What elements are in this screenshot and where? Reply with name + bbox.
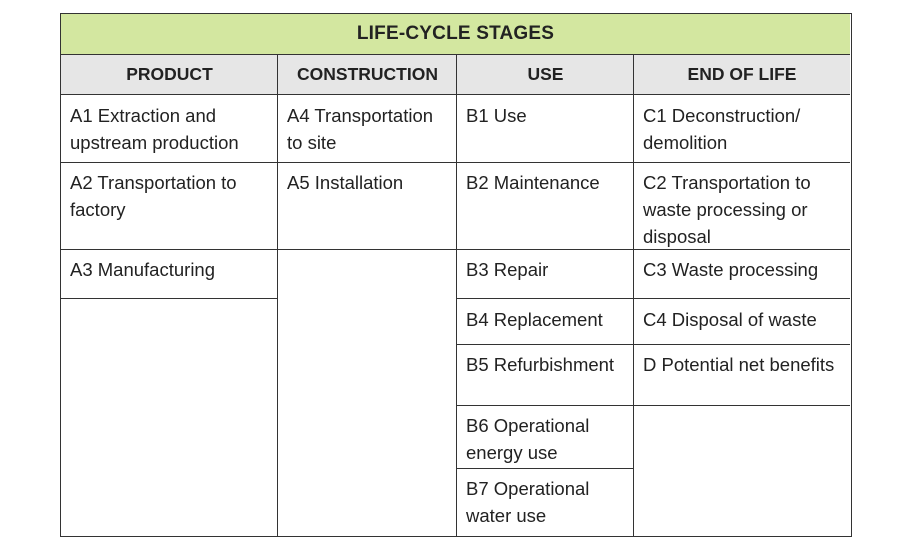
- row-divider: [61, 298, 277, 299]
- row-divider: [633, 298, 850, 299]
- cell-b7: B7 Operational water use: [466, 478, 590, 526]
- cell-a2: A2 Transportation to factory: [70, 172, 237, 220]
- row-divider: [277, 249, 456, 250]
- row-divider: [633, 405, 850, 406]
- cell-b6: B6 Operational energy use: [466, 415, 590, 463]
- cell-a5: A5 Installation: [287, 172, 404, 193]
- cell-c2: C2 Transportation to waste processing or disposal: [643, 172, 811, 247]
- cell-b1: B1 Use: [466, 105, 527, 126]
- cell-a3: A3 Manufacturing: [70, 259, 216, 280]
- table-title: LIFE-CYCLE STAGES: [61, 14, 850, 55]
- cell-b5: B5 Refurbishment: [466, 354, 615, 375]
- cell-c3: C3 Waste processing: [643, 259, 819, 280]
- cell-b4: B4 Replacement: [466, 309, 603, 330]
- row-divider: [456, 298, 633, 299]
- header-construction: CONSTRUCTION: [278, 55, 457, 95]
- header-product: PRODUCT: [61, 55, 278, 95]
- cell-b3: B3 Repair: [466, 259, 549, 280]
- cell-c1: C1 Deconstruction/ demolition: [643, 105, 801, 153]
- cell-b2: B2 Maintenance: [466, 172, 600, 193]
- header-end-of-life: END OF LIFE: [634, 55, 850, 95]
- cell-a4: A4 Transportation to site: [287, 105, 434, 153]
- life-cycle-table: [60, 13, 852, 537]
- cell-d: D Potential net benefits: [643, 354, 835, 375]
- cell-c4: C4 Disposal of waste: [643, 309, 817, 330]
- header-use: USE: [457, 55, 634, 95]
- cell-a1: A1 Extraction and upstream production: [70, 105, 239, 153]
